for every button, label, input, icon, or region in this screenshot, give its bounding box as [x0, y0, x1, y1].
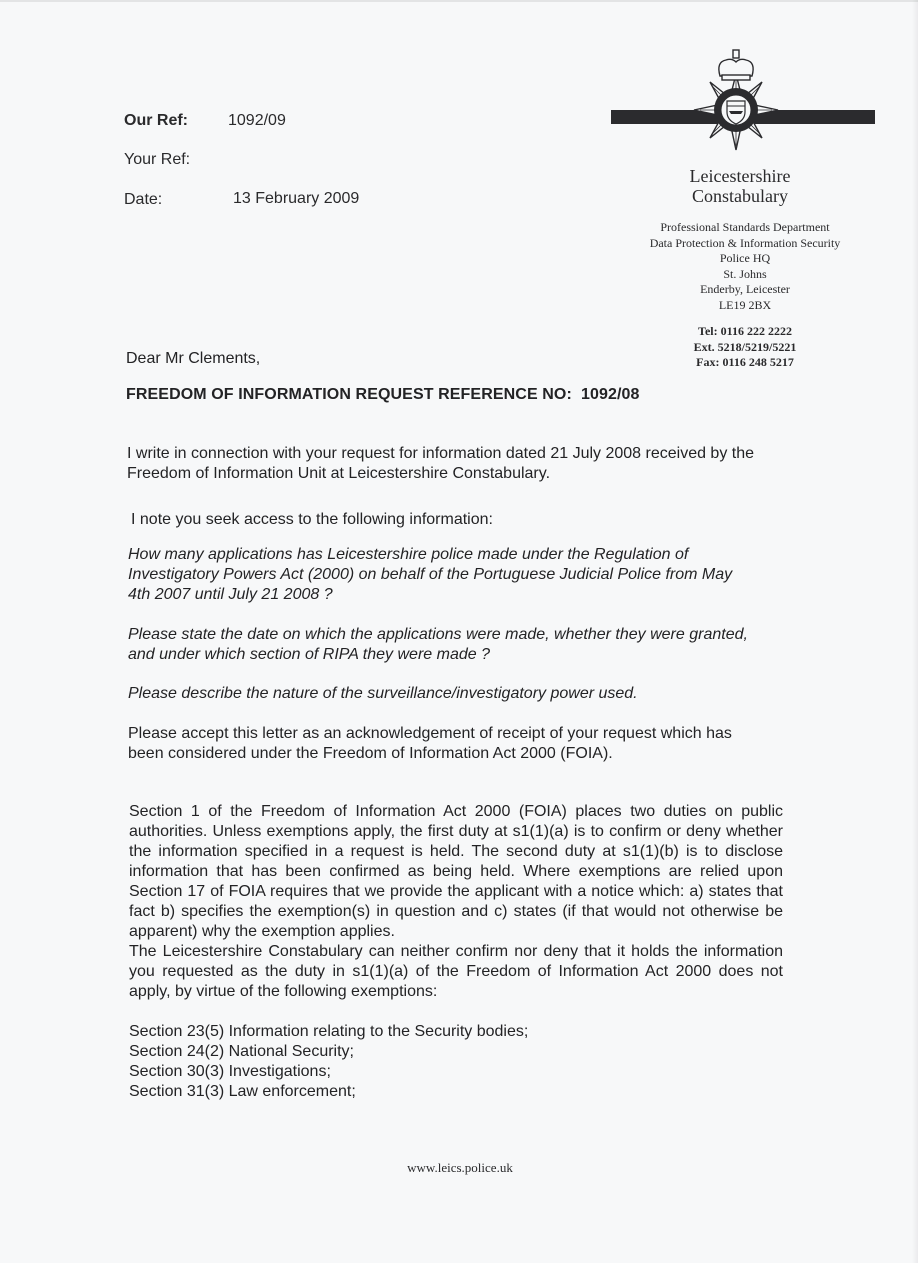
- subject-heading: FREEDOM OF INFORMATION REQUEST REFERENCE NO: 1092/08: [126, 386, 640, 403]
- organization-contacts: [628, 324, 862, 371]
- question-1: How many applications has Leicestershire police made under the Regulation of Investigatory Powers Act (2000) on behalf of the Portuguese Judicial Police from May 4th 2007 until July 21 2008 ?: [128, 546, 733, 603]
- exemption-item: Section 31(3) Law enforcement;: [129, 1083, 356, 1100]
- organization-address: [628, 220, 862, 314]
- salutation: Dear Mr Clements,: [126, 350, 261, 367]
- contact-extension: Ext. 5218/5219/5221: [693, 339, 797, 354]
- contact-telephone: Tel: 0116 222 2222: [698, 324, 792, 338]
- acknowledgement-paragraph: Please accept this letter as an acknowledgement of receipt of your request which has been considered under the Freedom of Information Act 2000 (FOIA).: [128, 725, 732, 762]
- contact-fax: Fax: 0116 248 5217: [696, 355, 794, 369]
- exemptions-list: [129, 1022, 528, 1102]
- our-ref-value: 1092/09: [228, 112, 286, 129]
- intro-paragraph: I write in connection with your request for information dated 21 July 2008 received by the Freedom of Information Unit at Leicestershire Constabulary.: [127, 445, 755, 482]
- footer-website: www.leics.police.uk: [407, 1160, 513, 1175]
- address-line: LE19 2BX: [718, 297, 772, 312]
- date-value: 13 February 2009: [233, 190, 360, 207]
- address-line: Police HQ: [719, 251, 771, 266]
- organization-name: [640, 166, 840, 206]
- exemption-item: Section 30(3) Investigations;: [129, 1063, 331, 1080]
- question-3: Please describe the nature of the surveillance/investigatory power used.: [128, 685, 638, 702]
- address-line: Professional Standards Department: [660, 220, 830, 234]
- scan-right-edge: [912, 0, 918, 1263]
- exemption-item: Section 24(2) National Security;: [129, 1043, 354, 1060]
- address-line: Enderby, Leicester: [700, 282, 790, 297]
- organization-name-line1: Leicestershire: [689, 166, 791, 186]
- address-line: Data Protection & Information Security: [649, 235, 841, 250]
- note-paragraph: I note you seek access to the following information:: [131, 511, 493, 528]
- police-crest-icon: [686, 46, 786, 172]
- address-line: St. Johns: [723, 266, 767, 281]
- ncnd-paragraph: The Leicestershire Constabulary can neither confirm nor deny that it holds the information you requested as the duty in s1(1)(a) of the Freedom of Information Act 2000 does not apply, by virtue of the following exemptions:: [129, 943, 783, 1000]
- organization-name-line2: Constabulary: [692, 186, 788, 206]
- date-label: Date:: [124, 191, 163, 208]
- our-ref-label: Our Ref:: [124, 112, 188, 129]
- exemption-item: Section 23(5) Information relating to the Security bodies;: [129, 1023, 529, 1040]
- scan-top-edge: [0, 0, 918, 2]
- question-2: Please state the date on which the applications were made, whether they were granted, and under which section of RIPA they were made ?: [128, 626, 748, 663]
- section1-paragraph: Section 1 of the Freedom of Information Act 2000 (FOIA) places two duties on public authorities. Unless exemptions apply, the first duty at s1(1)(a) is to confirm or deny whether the information specified in a request is held. The second duty at s1(1)(b) is to disclose information that has been confirmed as being held. Where exemptions are relied upon Section 17 of FOIA requires that we provide the applicant with a notice which: a) states that fact b) specifies the exemption(s) in question and c) states (if that would not otherwise be apparent) why the exemption applies.: [129, 803, 783, 940]
- your-ref-label: Your Ref:: [124, 151, 191, 168]
